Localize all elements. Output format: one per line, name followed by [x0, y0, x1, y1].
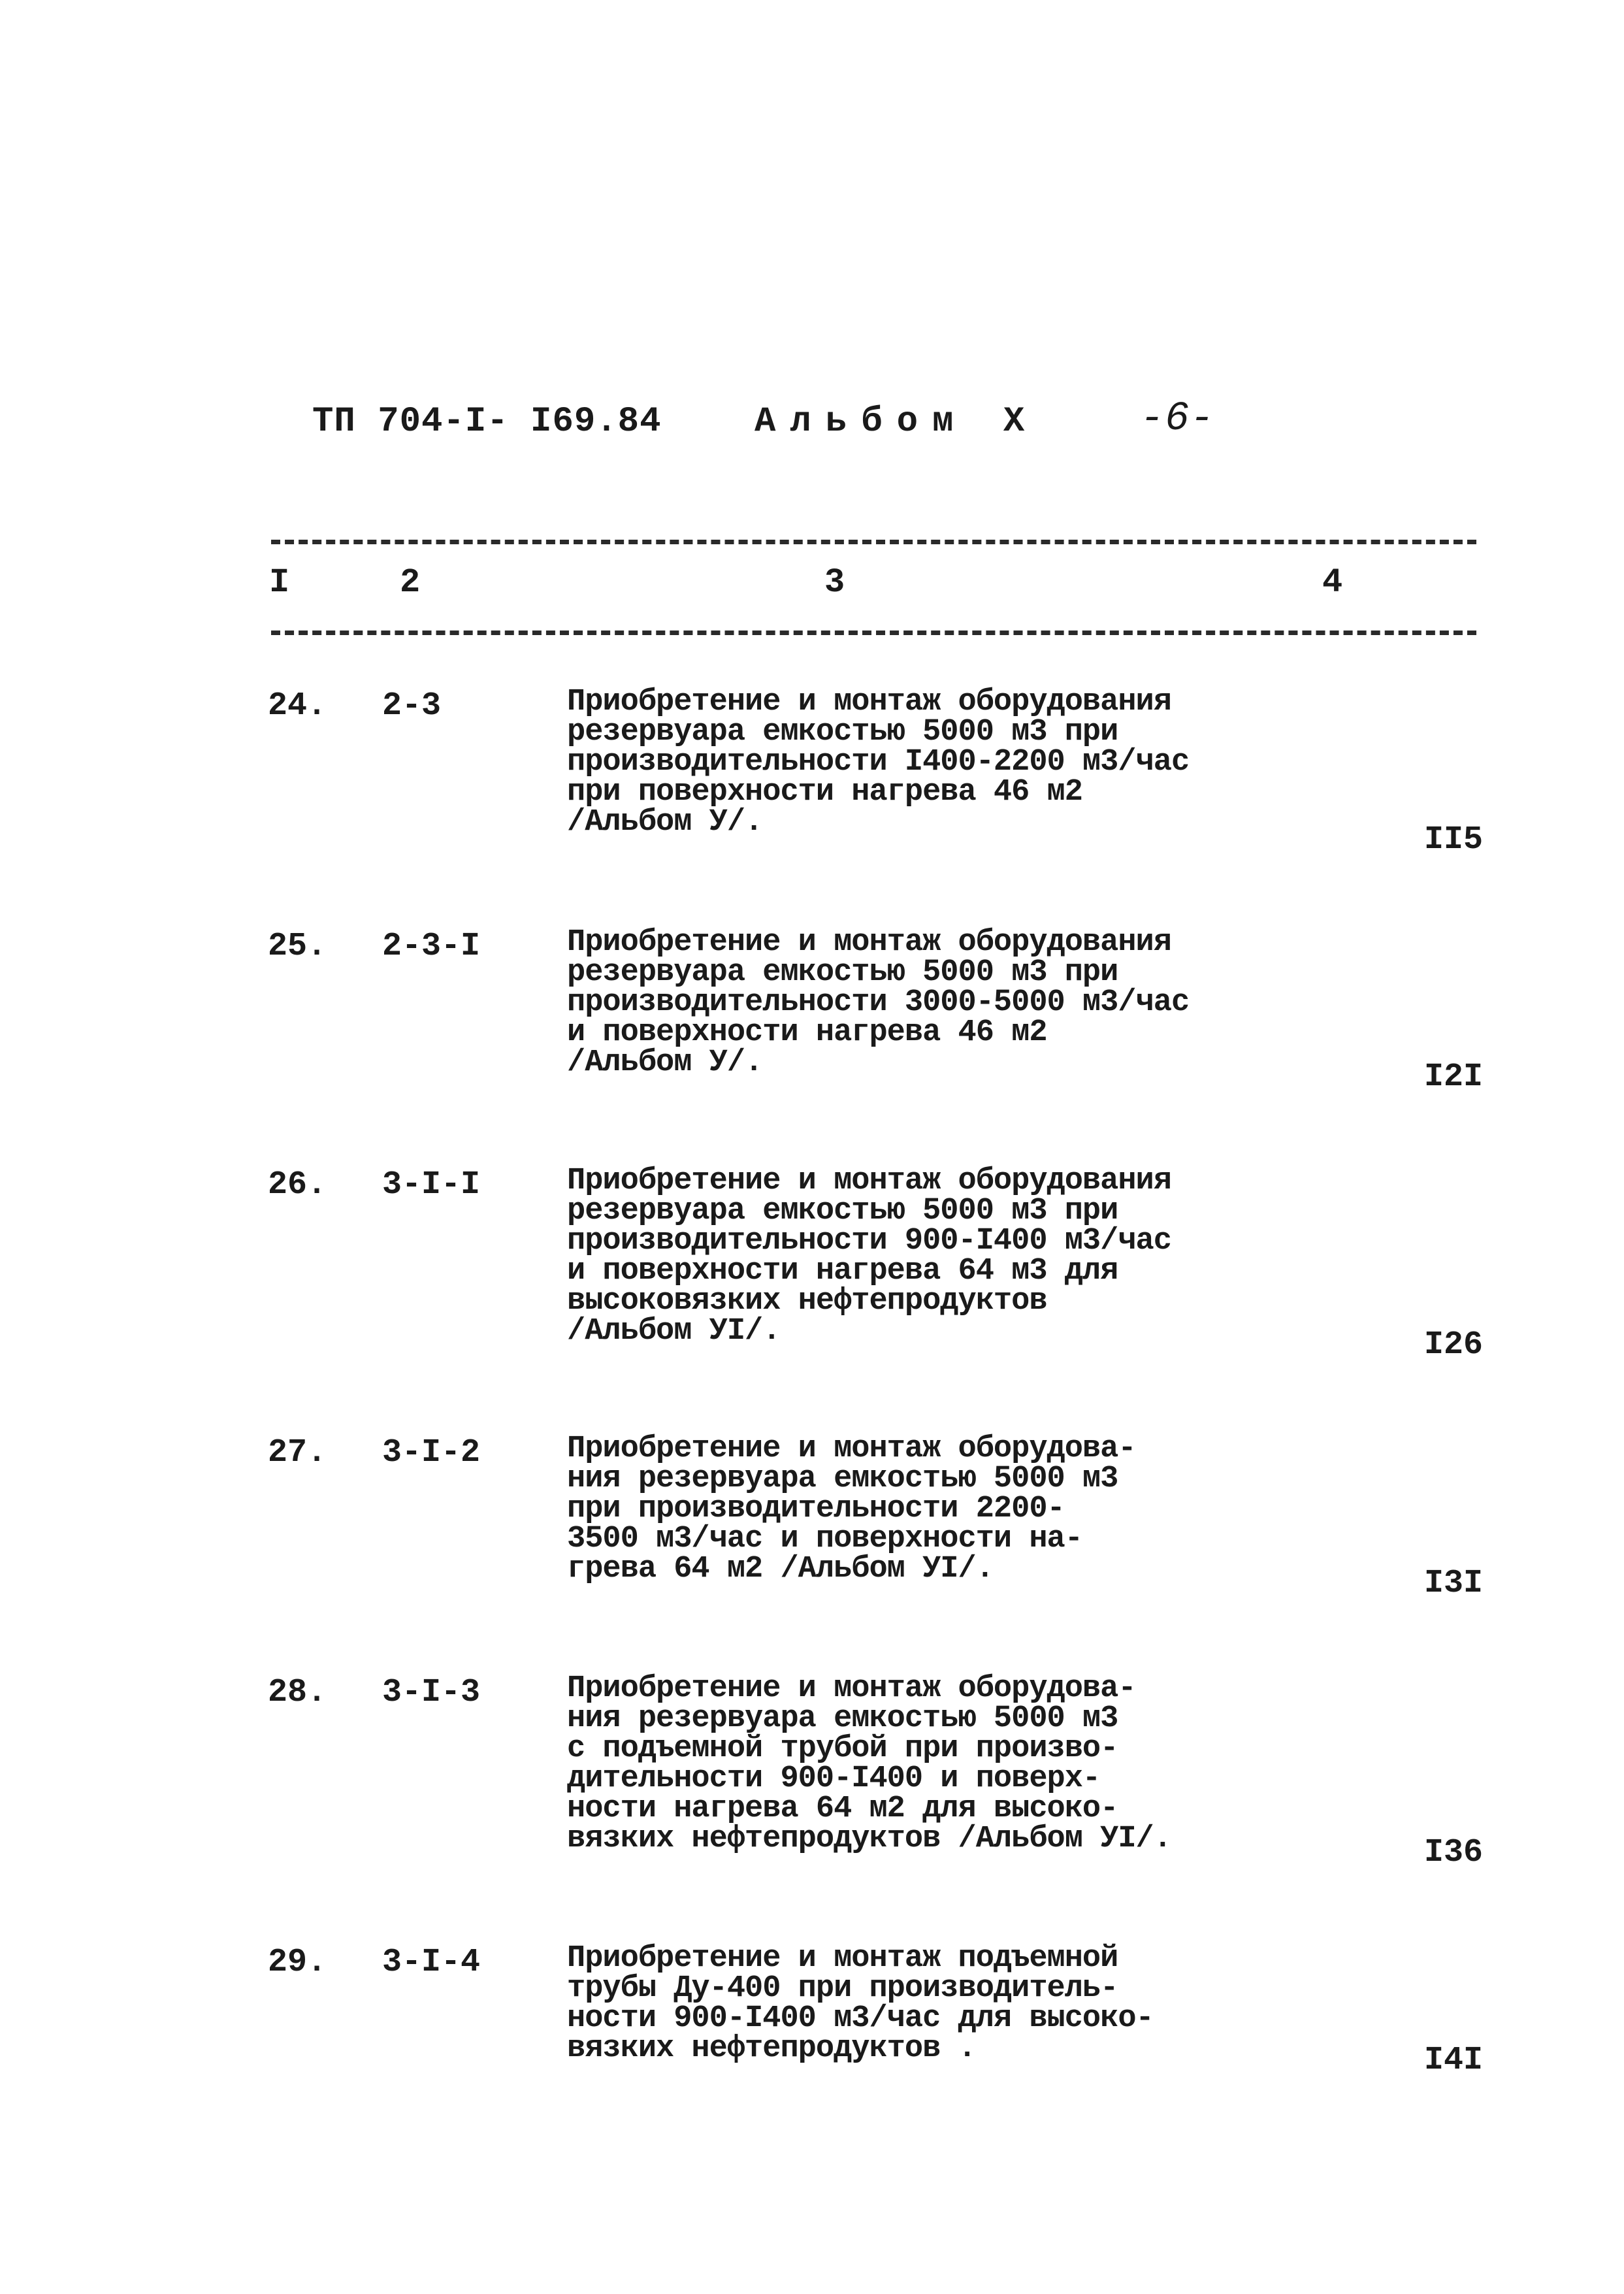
row-page: I3I — [1423, 1565, 1483, 1602]
column-header-3: 3 — [824, 563, 845, 602]
table-header-bottom-rule — [271, 631, 1476, 635]
row-code: 3-I-4 — [382, 1944, 481, 1981]
row-code: 2-3-I — [382, 928, 481, 965]
row-code: 2-3 — [382, 687, 442, 725]
row-number: 25. — [268, 928, 327, 965]
row-description: Приобретение и монтаж подъемной трубы Ду-400 при производитель- ности 900-I400 м3/час для высоко- вязких нефтепродуктов . — [567, 1941, 1154, 2066]
row-number: 24. — [268, 687, 327, 725]
column-header-2: 2 — [400, 563, 421, 602]
row-number: 26. — [268, 1166, 327, 1204]
page-number: -6- — [1140, 395, 1215, 442]
row-number: 27. — [268, 1434, 327, 1471]
row-number: 28. — [268, 1674, 327, 1711]
column-header-4: 4 — [1322, 563, 1343, 602]
row-code: 3-I-3 — [382, 1674, 481, 1711]
row-page: II5 — [1423, 821, 1483, 859]
row-description: Приобретение и монтаж оборудования резервуара емкостью 5000 м3 при производительности I400-2200 м3/час при поверхности нагрева 46 м2 /Альбом У/. — [567, 685, 1190, 840]
row-page: I4I — [1423, 2042, 1483, 2079]
table-header-top-rule — [271, 540, 1476, 544]
document-code: ТП 704-I- I69.84 — [312, 402, 662, 442]
row-page: I26 — [1423, 1326, 1483, 1364]
row-description: Приобретение и монтаж оборудова- ния резервуара емкостью 5000 м3 с подъемной трубой при произво- дительности 900-I400 и поверх- ности нагрева 64 м2 для высоко- вязких нефтепродуктов /Альбом УI/. — [567, 1671, 1171, 1856]
row-description: Приобретение и монтаж оборудования резервуара емкостью 5000 м3 при производительности 3000-5000 м3/час и поверхности нагрева 46 м2 /Альбом У/. — [567, 925, 1190, 1080]
column-header-1: I — [269, 563, 290, 602]
row-code: 3-I-2 — [382, 1434, 481, 1471]
row-description: Приобретение и монтаж оборудования резервуара емкостью 5000 м3 при производительности 900-I400 м3/час и поверхности нагрева 64 м3 для высоковязких нефтепродуктов /Альбом УI/. — [567, 1164, 1171, 1349]
row-page: I2I — [1423, 1058, 1483, 1096]
row-code: 3-I-I — [382, 1166, 481, 1204]
album-label: Альбом X — [755, 402, 1039, 442]
row-number: 29. — [268, 1944, 327, 1981]
row-page: I36 — [1423, 1834, 1483, 1871]
row-description: Приобретение и монтаж оборудова- ния резервуара емкостью 5000 м3 при производительности 2200- 3500 м3/час и поверхности на- грева 64 м2 /Альбом УI/. — [567, 1432, 1136, 1586]
